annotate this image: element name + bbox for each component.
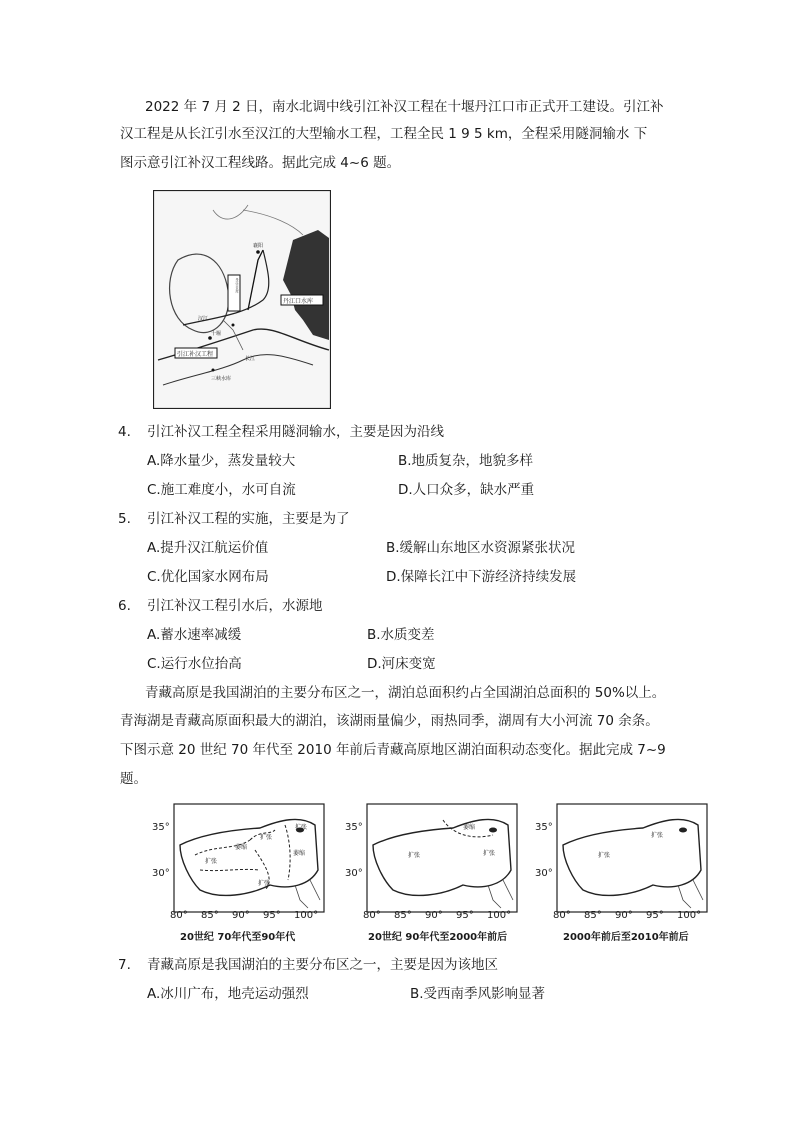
map3-lon-90: 90° xyxy=(615,910,633,921)
q5-option-a: A.提升汉江航运价值 xyxy=(147,540,269,556)
plateau-map-1 xyxy=(150,800,330,945)
q5-option-b: B.缓解山东地区水资源紧张状况 xyxy=(386,540,576,556)
map1-lat-35: 35° xyxy=(152,822,170,833)
map3-region-1: 扩张 xyxy=(651,832,664,839)
map1-label-box1: 丹江口水库 xyxy=(235,278,239,293)
map2-lat-30: 30° xyxy=(345,868,363,879)
map2-region-1: 萎缩 xyxy=(463,824,476,831)
q4-option-c: C.施工难度小，水可自流 xyxy=(147,482,296,498)
map2-region-3: 扩张 xyxy=(483,850,496,857)
passage1-line2: 汉工程是从长江引水至汉江的大型输水工程，工程全民 1 9 5 km，全程采用隧洞输水 下 xyxy=(120,126,648,142)
passage2-line4: 题。 xyxy=(120,771,147,787)
q4-option-a: A.降水量少，蒸发量较大 xyxy=(147,453,296,469)
map1-region-2: 萎缩 xyxy=(235,844,248,851)
passage2-line3: 下图示意 20 世纪 70 年代至 2010 年前后青藏高原地区湖泊面积动态变化。据此完成 7~9 xyxy=(120,742,666,758)
q5-stem: 引江补汉工程的实施，主要是为了 xyxy=(147,511,350,527)
map1-region-4: 扩张 xyxy=(258,880,271,887)
q7-option-a: A.冰川广布，地壳运动强烈 xyxy=(147,986,309,1002)
q4-option-d: D.人口众多，缺水严重 xyxy=(398,482,535,498)
q6-stem: 引江补汉工程引水后，水源地 xyxy=(147,598,323,614)
passage2-line1: 青藏高原是我国湖泊的主要分布区之一，湖泊总面积约占全国湖泊总面积的 50%以上。 xyxy=(145,685,666,701)
q5-option-d: D.保障长江中下游经济持续发展 xyxy=(386,569,577,585)
yangtze-han-map xyxy=(153,190,331,409)
q4-number: 4. xyxy=(118,424,131,440)
q6-option-c: C.运行水位抬高 xyxy=(147,656,242,672)
q5-option-c: C.优化国家水网布局 xyxy=(147,569,269,585)
map3-lon-85: 85° xyxy=(584,910,602,921)
plateau-map-2 xyxy=(343,800,523,945)
map1-region-6: 扩张 xyxy=(295,824,308,831)
q7-option-b: B.受西南季风影响显著 xyxy=(410,986,546,1002)
map1-region-1: 扩张 xyxy=(205,858,218,865)
map1-lon-90: 90° xyxy=(232,910,250,921)
map1-lat-30: 30° xyxy=(152,868,170,879)
map2-lon-85: 85° xyxy=(394,910,412,921)
passage1-line3: 图示意引江补汉工程线路。据此完成 4~6 题。 xyxy=(120,155,401,171)
map3-region-2: 扩张 xyxy=(598,852,611,859)
q6-number: 6. xyxy=(118,598,131,614)
map3-lon-100: 100° xyxy=(677,910,702,921)
map2-caption: 20世纪 90年代至2000年前后 xyxy=(368,932,508,943)
map1-lon-80: 80° xyxy=(170,910,188,921)
q6-option-d: D.河床变宽 xyxy=(367,656,436,672)
map3-lon-95: 95° xyxy=(646,910,664,921)
map2-lat-35: 35° xyxy=(345,822,363,833)
q6-option-b: B.水质变差 xyxy=(367,627,435,643)
map3-lat-35: 35° xyxy=(535,822,553,833)
map2-lon-90: 90° xyxy=(425,910,443,921)
q5-number: 5. xyxy=(118,511,131,527)
map1-lon-95: 95° xyxy=(263,910,281,921)
q7-number: 7. xyxy=(118,957,131,973)
map1-lon-100: 100° xyxy=(294,910,319,921)
map2-lon-95: 95° xyxy=(456,910,474,921)
map1-label-river2: 长江 xyxy=(245,356,256,362)
map1-label-box3: 引江补汉工程 xyxy=(177,351,214,358)
passage2-line2: 青海湖是青藏高原面积最大的湖泊，该湖雨量偏少，雨热同季，湖周有大小河流 70 余条。 xyxy=(120,713,659,729)
map1-label-place1: 襄阳 xyxy=(253,243,264,249)
plateau-map-3 xyxy=(533,800,713,945)
q6-option-a: A.蓄水速率减缓 xyxy=(147,627,242,643)
map2-region-2: 扩张 xyxy=(408,852,421,859)
map1-label-box2: 丹江口水库 xyxy=(283,298,314,305)
map3-lon-80: 80° xyxy=(553,910,571,921)
q4-stem: 引江补汉工程全程采用隧洞输水，主要是因为沿线 xyxy=(147,424,444,440)
map1-region-3: 扩张 xyxy=(260,834,273,841)
map1-lon-85: 85° xyxy=(201,910,219,921)
map1-label-place3: 十堰 xyxy=(211,331,222,337)
map3-lat-30: 30° xyxy=(535,868,553,879)
map1-label-river1: 汉江 xyxy=(198,316,209,322)
map3-caption: 2000年前后至2010年前后 xyxy=(563,932,689,943)
map2-lon-80: 80° xyxy=(363,910,381,921)
map1-region-5: 萎缩 xyxy=(293,850,306,857)
map2-lon-100: 100° xyxy=(487,910,512,921)
q4-option-b: B.地质复杂，地貌多样 xyxy=(398,453,534,469)
passage1-line1: 2022 年 7 月 2 日，南水北调中线引江补汉工程在十堰丹江口市正式开工建设。引江补 xyxy=(145,99,664,115)
q7-stem: 青藏高原是我国湖泊的主要分布区之一，主要是因为该地区 xyxy=(147,957,498,973)
map1-label-place2: 三峡水库 xyxy=(211,376,232,382)
map1-caption: 20世纪 70年代至90年代 xyxy=(180,932,296,943)
